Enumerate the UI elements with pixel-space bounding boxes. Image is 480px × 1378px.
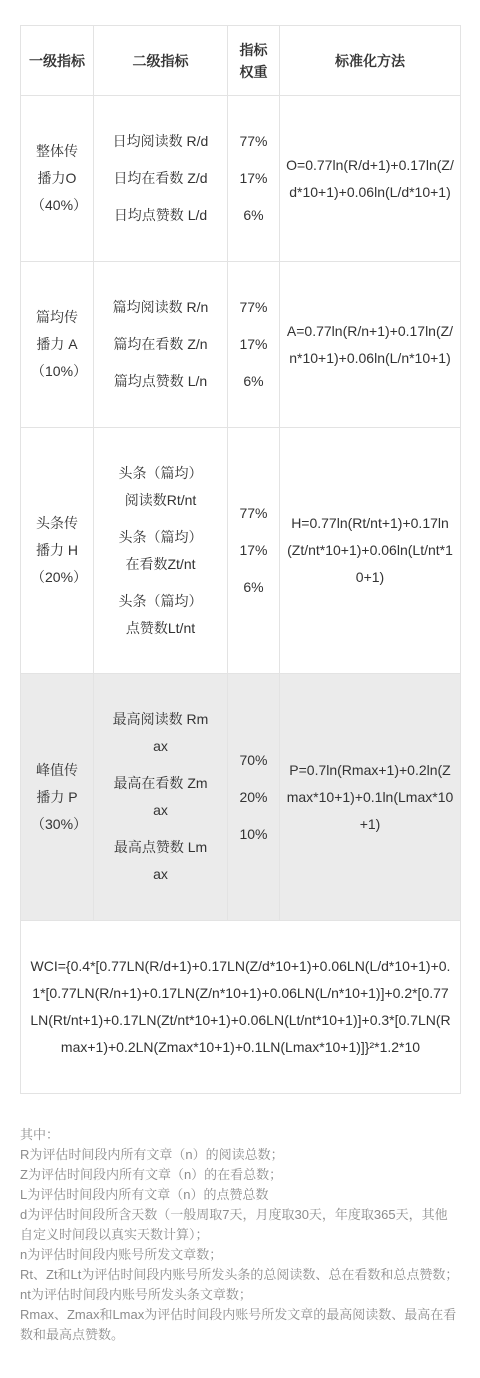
header-level1: 一级指标 bbox=[21, 26, 94, 96]
level2-item: 头条（篇均）点赞数Lt/nt bbox=[118, 592, 203, 636]
weight-value: 20% bbox=[239, 788, 268, 805]
weight-value: 70% bbox=[239, 751, 268, 768]
method-cell: A=0.77ln(R/n+1)+0.17ln(Z/n*10+1)+0.06ln(L/n*10+1) bbox=[280, 262, 461, 428]
weight-value: 17% bbox=[239, 542, 268, 558]
weight-value: 6% bbox=[243, 207, 264, 223]
weight-value: 6% bbox=[243, 373, 264, 389]
level2-cell bbox=[94, 262, 228, 428]
level2-item: 日均点赞数 L/d bbox=[113, 207, 208, 223]
weight-value: 77% bbox=[239, 505, 268, 521]
level2-item: 日均阅读数 R/d bbox=[112, 133, 209, 149]
method-cell: O=0.77ln(R/d+1)+0.17ln(Z/d*10+1)+0.06ln(L/d*10+1) bbox=[280, 96, 461, 262]
table-row bbox=[21, 96, 461, 262]
level2-item: 头条（篇均）阅读数Rt/nt bbox=[118, 464, 203, 508]
level2-item: 头条（篇均）在看数Zt/nt bbox=[118, 528, 203, 572]
weight-cell bbox=[228, 96, 280, 262]
weight-value: 10% bbox=[239, 825, 268, 842]
level1-cell: 篇均传播力 A（10%） bbox=[21, 262, 94, 428]
level2-item: 篇均在看数 Z/n bbox=[113, 336, 208, 352]
level2-item: 最高点赞数 Lmax bbox=[113, 839, 208, 882]
note-line: L为评估时间段内所有文章（n）的点赞总数 bbox=[20, 1187, 269, 1202]
weight-value: 77% bbox=[239, 299, 268, 315]
level2-cell bbox=[94, 674, 228, 921]
note-line: n为评估时间段内账号所发文章数； bbox=[20, 1247, 223, 1262]
note-line: 其中： bbox=[20, 1127, 60, 1142]
level1-cell: 整体传播力O（40%） bbox=[21, 96, 94, 262]
note-line: Z为评估时间段内所有文章（n）的在看总数； bbox=[20, 1167, 283, 1182]
level2-item: 最高阅读数 Rmax bbox=[112, 711, 209, 754]
note-line: Rmax、Zmax和Lmax为评估时间段内账号所发文章的最高阅读数、最高在看数和最高点赞数。 bbox=[20, 1307, 457, 1342]
level1-cell: 峰值传播力 P（30%） bbox=[21, 674, 94, 921]
level2-item: 篇均阅读数 R/n bbox=[112, 299, 209, 315]
table-header-row bbox=[21, 26, 461, 96]
formula-row bbox=[21, 921, 461, 1094]
weight-value: 6% bbox=[243, 579, 264, 595]
weight-cell bbox=[228, 674, 280, 921]
method-cell: P=0.7ln(Rmax+1)+0.2ln(Zmax*10+1)+0.1ln(Lmax*10+1) bbox=[280, 674, 461, 921]
header-method: 标准化方法 bbox=[280, 26, 461, 96]
note-line: nt为评估时间段内账号所发头条文章数； bbox=[20, 1287, 252, 1302]
level2-item: 日均在看数 Z/d bbox=[113, 170, 208, 186]
weight-cell bbox=[228, 428, 280, 674]
note-line: d为评估时间段所含天数（一般周取7天，月度取30天，年度取365天，其他自定义时间段以真实天数计算）； bbox=[20, 1207, 448, 1242]
level2-item: 篇均点赞数 L/n bbox=[113, 373, 208, 389]
wci-index-table bbox=[20, 25, 461, 1094]
table-row bbox=[21, 262, 461, 428]
level2-item: 最高在看数 Zmax bbox=[113, 775, 208, 818]
weight-cell bbox=[228, 262, 280, 428]
level1-cell: 头条传播力 H（20%） bbox=[21, 428, 94, 674]
level2-cell bbox=[94, 428, 228, 674]
weight-value: 17% bbox=[239, 336, 268, 352]
method-cell: H=0.77ln(Rt/nt+1)+0.17ln(Zt/nt*10+1)+0.06ln(Lt/nt*10+1) bbox=[280, 428, 461, 674]
weight-value: 17% bbox=[239, 170, 268, 186]
note-line: R为评估时间段内所有文章（n）的阅读总数； bbox=[20, 1147, 284, 1162]
definitions-notes bbox=[20, 1125, 460, 1345]
header-weight: 指标权重 bbox=[228, 26, 280, 96]
note-line: Rt、Zt和Lt为评估时间段内账号所发头条的总阅读数、总在看数和总点赞数； bbox=[20, 1267, 459, 1282]
wci-table-container bbox=[20, 25, 460, 1094]
header-level2: 二级指标 bbox=[94, 26, 228, 96]
level2-cell bbox=[94, 96, 228, 262]
table-row bbox=[21, 674, 461, 921]
weight-value: 77% bbox=[239, 133, 268, 149]
table-row bbox=[21, 428, 461, 674]
wci-formula: WCI={0.4*[0.77LN(R/d+1)+0.17LN(Z/d*10+1)+0.06LN(L/d*10+1)+0.1*[0.77LN(R/n+1)+0.17LN(Z/n*10+1)+0.06LN(L/n*10+1)]+0.2*[0.77LN(Rt/nt+1)+0.17LN(Zt/nt*10+1)+0.06LN(Lt/nt*10+1)]+0.3*[0.7LN(Rmax+1)+0.2LN(Zmax*10+1)+0.1LN(Lmax*10+1)]}²*1.2*10 bbox=[21, 921, 461, 1094]
